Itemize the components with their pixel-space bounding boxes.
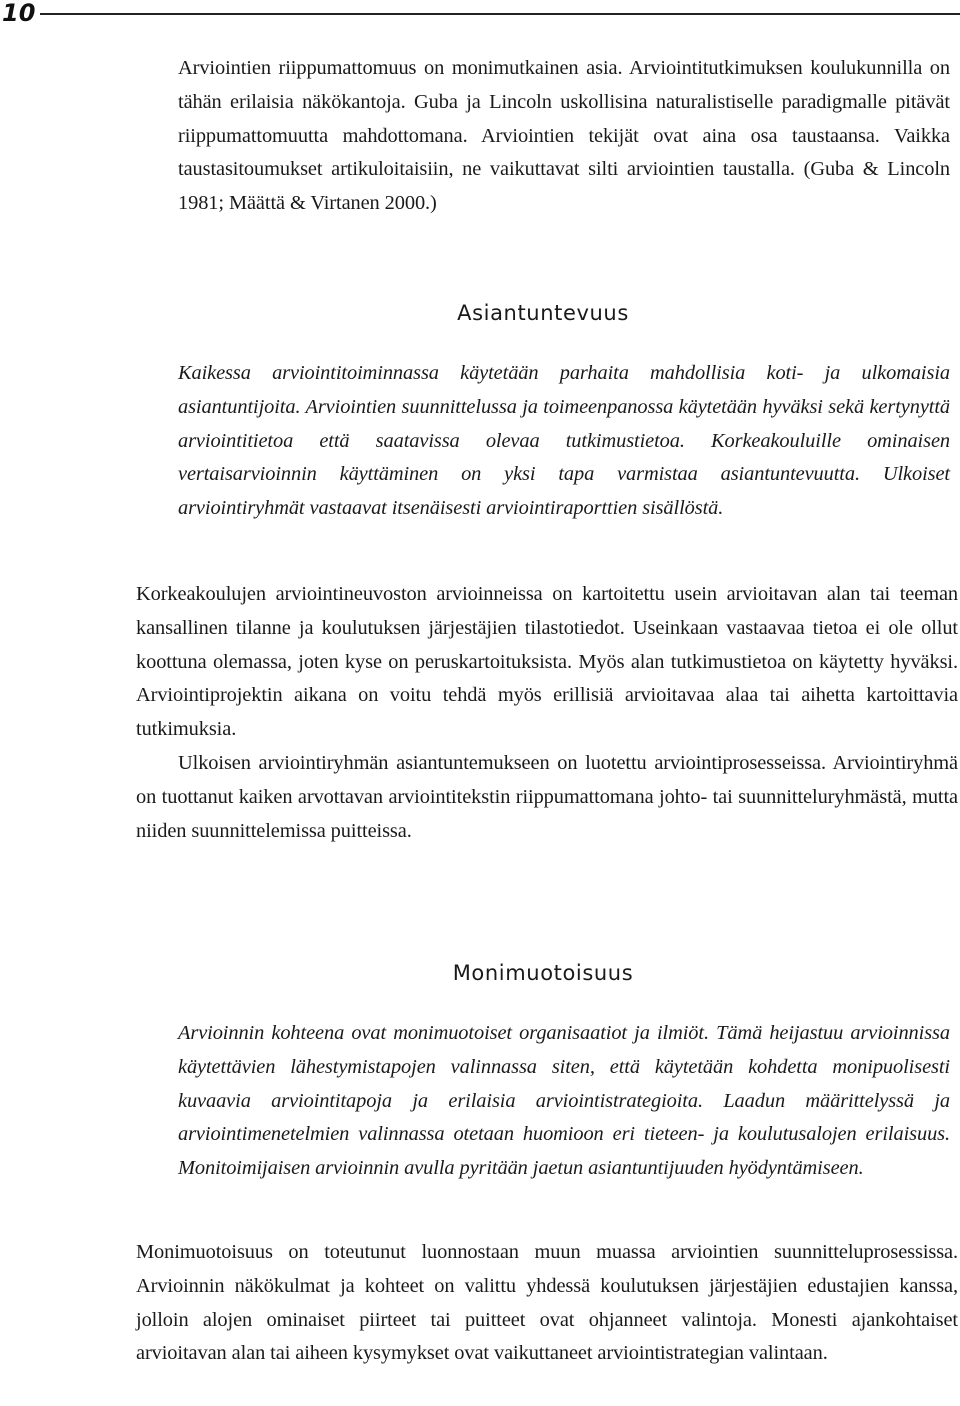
body-paragraph: Ulkoisen arviointiryhmän asiantuntemukseen on luotettu arviointiprosesseissa. Arviointiryhmä on tuottanut kaiken arvottavan arviointitekstin riippumattomana johto- tai suunnitteluryhmästä, mutta niiden suunnittelemissa puitteissa. xyxy=(136,751,958,842)
body-paragraph: Monimuotoisuus on toteutunut luonnostaan muun muassa arviointien suunnitteluprosessissa. Arvioinnin näkökulmat ja kohteet on valittu yhdessä koulutuksen järjestäjien edustajien kanssa, jolloin alojen ominaiset piirteet tai puitteet ovat ohjanneet valintoja. Monesti ajankohtaiset arvioitavan alan tai aiheen kysymykset ovat vaikuttaneet arviointistrategian valintaan. xyxy=(136,1241,958,1365)
body-text-block-1 xyxy=(136,578,958,848)
header-rule xyxy=(40,13,960,15)
page-header xyxy=(0,0,960,30)
section-heading-asiantuntevuus: Asiantuntevuus xyxy=(457,301,629,325)
page-number: 10 xyxy=(2,0,36,27)
intro-paragraph: Arviointien riippumattomuus on monimutkainen asia. Arviointitutkimuksen koulukunnilla on tähän erilaisia näkökantoja. Guba ja Lincoln uskollisina naturalistiselle paradigmalle pitävät riippumattomuutta mahdottomana. Arviointien tekijät ovat aina osa taustaansa. Vaikka taustasitoumukset artikuloitaisiin, ne vaikuttavat silti arviointien taustalla. (Guba & Lincoln 1981; Määttä & Virtanen 2000.) xyxy=(178,57,950,215)
italic-principle-paragraph-1: Kaikessa arviointitoiminnassa käytetään parhaita mahdollisia koti- ja ulkomaisia asiantuntijoita. Arviointien suunnittelussa ja toimeenpanossa käytetään hyväksi sekä kertynyttä arviointitietoa että saatavissa olevaa tutkimustietoa. Korkeakouluille ominaisen vertaisarvioinnin käyttäminen on yksi tapa varmistaa asiantuntevuutta. Ulkoiset arviointiryhmät vastaavat itsenäisesti arviointiraporttien sisällöstä. xyxy=(178,362,950,520)
body-paragraph: Korkeakoulujen arviointineuvoston arvioinneissa on kartoitettu usein arvioitavan alan tai teeman kansallinen tilanne ja koulutuksen järjestäjien tilastotiedot. Useinkaan vastaavaa tietoa ei ole ollut koottuna olemassa, joten kyse on peruskartoituksista. Myös alan tutkimustietoa on käytetty hyväksi. Arviointiprojektin aikana on voitu tehdä myös erillisiä arvioitavaa alaa tai aihetta kartoittavia tutkimuksia. xyxy=(136,583,958,741)
italic-principle-paragraph-2: Arvioinnin kohteena ovat monimuotoiset organisaatiot ja ilmiöt. Tämä heijastuu arvioinnissa käytettävien lähestymistapojen valinnassa siten, että käytetään kohdetta monipuolisesti kuvaavia arviointitapoja ja erilaisia arviointistrategioita. Laadun määrittelyssä ja arviointimenetelmien valinnassa otetaan huomioon eri tieteen- ja koulutusalojen erilaisuus. Monitoimijaisen arvioinnin avulla pyritään jaetun asiantuntijuuden hyödyntämiseen. xyxy=(178,1022,950,1180)
section-heading-monimuotoisuus: Monimuotoisuus xyxy=(452,961,634,985)
